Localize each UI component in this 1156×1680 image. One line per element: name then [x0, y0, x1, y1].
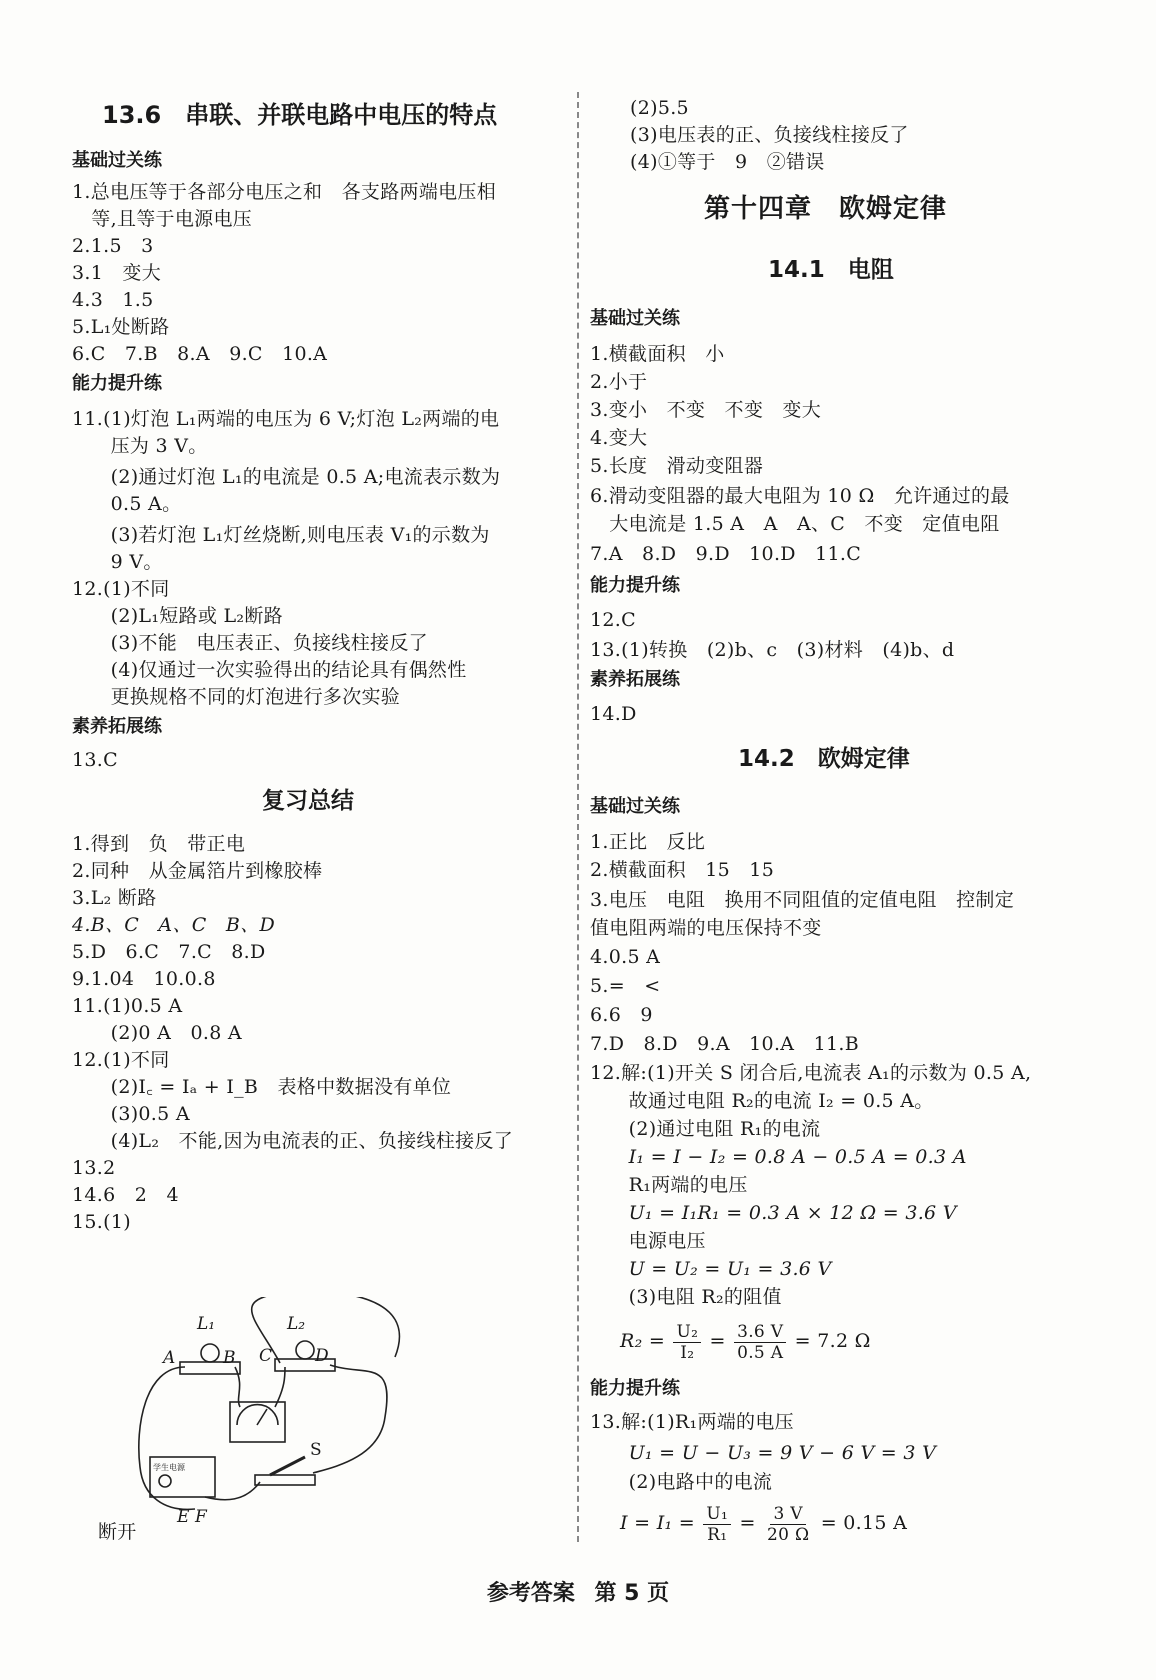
lamp1-bulb-icon	[201, 1344, 219, 1362]
answer-line: 13.(1)转换 (2)b、c (3)材料 (4)b、d	[590, 639, 955, 661]
terminal-c-label: C	[259, 1346, 273, 1366]
answer-line: 3.变小 不变 不变 变大	[590, 399, 822, 421]
wire	[313, 1365, 387, 1473]
answer-line: 15.(1)	[72, 1211, 131, 1233]
answer-line: 2.横截面积 15 15	[590, 859, 775, 881]
answer-line: (3)电压表的正、负接线柱接反了	[630, 124, 909, 146]
circuit-diagram	[135, 1297, 465, 1527]
answer-line: U₁ = I₁R₁ = 0.3 A × 12 Ω = 3.6 V	[590, 1202, 957, 1224]
answer-line: I₁ = I − I₂ = 0.8 A − 0.5 A = 0.3 A	[590, 1146, 967, 1168]
fraction-denominator: I₂	[680, 1342, 695, 1363]
answer-line: 等,且等于电源电压	[72, 208, 253, 230]
literacy-practice-label: 素养拓展练	[590, 669, 680, 690]
eq-equals: =	[739, 1512, 756, 1534]
chapter-title: 第十四章 欧姆定律	[704, 194, 948, 224]
answer-line: 12.C	[590, 609, 636, 631]
answer-line: (3)电阻 R₂的阻值	[590, 1286, 782, 1308]
answer-line: (4)仅通过一次实验得出的结论具有偶然性	[72, 659, 467, 681]
answer-line: 压为 3 V。	[72, 435, 208, 457]
answer-line: (2)通过电阻 R₁的电流	[590, 1118, 821, 1140]
basic-practice-label: 基础过关练	[72, 150, 162, 171]
terminal-e-label: E	[177, 1507, 190, 1527]
answer-line: 14.6 2 4	[72, 1184, 179, 1206]
basic-practice-label: 基础过关练	[590, 796, 680, 817]
answer-line: 3.L₂ 断路	[72, 887, 157, 909]
fraction-denominator: R₁	[707, 1524, 728, 1545]
fraction-denominator: 20 Ω	[767, 1524, 810, 1545]
answer-line: (2)5.5	[630, 97, 689, 119]
ability-practice-label: 能力提升练	[72, 373, 162, 394]
ability-practice-label: 能力提升练	[590, 1378, 680, 1399]
eq-lhs: I = I₁ =	[620, 1512, 695, 1534]
fraction-numerator: U₁	[703, 1504, 731, 1525]
answer-line: 3.电压 电阻 换用不同阻值的定值电阻 控制定	[590, 889, 1015, 911]
answer-line: 7.A 8.D 9.D 10.D 11.C	[590, 543, 862, 565]
answer-line: 7.D 8.D 9.A 10.A 11.B	[590, 1033, 859, 1055]
fraction-denominator: 0.5 A	[737, 1342, 784, 1363]
fraction	[764, 1504, 812, 1545]
answer-line: 电源电压	[590, 1230, 706, 1252]
answer-line: 9.1.04 10.0.8	[72, 968, 216, 990]
answer-line: 值电阻两端的电压保持不变	[590, 917, 822, 939]
eq-rhs: = 0.15 A	[820, 1512, 908, 1534]
answer-line: 1.总电压等于各部分电压之和 各支路两端电压相	[72, 181, 497, 203]
answer-line: 12.解:(1)开关 S 闭合后,电流表 A₁的示数为 0.5 A,	[590, 1062, 1032, 1084]
answer-line: (2)I꜀ = Iₐ + I_B 表格中数据没有单位	[72, 1076, 452, 1098]
answer-line: 6.滑动变阻器的最大电阻为 10 Ω 允许通过的最	[590, 485, 1010, 507]
answer-line: 2.小于	[590, 371, 648, 393]
answer-line: 14.D	[590, 703, 637, 725]
fraction-numerator: U₂	[673, 1322, 701, 1343]
fraction	[673, 1322, 701, 1363]
answer-line: 13.C	[72, 749, 118, 771]
page-number: 第 5 页	[594, 1581, 670, 1606]
section-title-14-2: 14.2 欧姆定律	[738, 746, 910, 772]
terminal-b-label: B	[223, 1348, 236, 1368]
ammeter-scale-icon	[237, 1405, 278, 1425]
answer-line: 13.解:(1)R₁两端的电压	[590, 1411, 794, 1433]
answer-line: (2)通过灯泡 L₁的电流是 0.5 A;电流表示数为	[72, 466, 501, 488]
answer-line: (2)0 A 0.8 A	[72, 1022, 242, 1044]
review-title: 复习总结	[262, 788, 354, 814]
eq-equals: =	[709, 1330, 726, 1352]
fraction	[734, 1322, 786, 1363]
eq-lhs: R₂ =	[620, 1330, 666, 1352]
answer-line: 6.C 7.B 8.A 9.C 10.A	[72, 343, 328, 365]
fraction-numerator: 3 V	[770, 1504, 805, 1525]
answer-line: R₁两端的电压	[590, 1174, 748, 1196]
lamp2-bulb-icon	[296, 1341, 314, 1359]
answer-line: 4.B、C A、C B、D	[72, 914, 275, 936]
answer-line: 12.(1)不同	[72, 578, 170, 600]
answer-line: 6.6 9	[590, 1004, 653, 1026]
fraction-numerator: 3.6 V	[734, 1322, 786, 1343]
answer-line: 2.同种 从金属箔片到橡胶棒	[72, 860, 323, 882]
answer-line: U = U₂ = U₁ = 3.6 V	[590, 1258, 832, 1280]
answer-line: (2)电路中的电流	[590, 1471, 773, 1493]
section-title-14-1: 14.1 电阻	[768, 257, 894, 283]
section-title-13-6: 13.6 串联、并联电路中电压的特点	[102, 101, 498, 129]
eq-rhs: = 7.2 Ω	[794, 1330, 871, 1352]
ability-practice-label: 能力提升练	[590, 575, 680, 596]
answer-line: 4.变大	[590, 427, 648, 449]
answer-line: 5.D 6.C 7.C 8.D	[72, 941, 266, 963]
answer-line: 3.1 变大	[72, 262, 162, 284]
answer-line: 1.横截面积 小	[590, 343, 725, 365]
fraction	[703, 1504, 731, 1545]
answer-line: 更换规格不同的灯泡进行多次实验	[72, 686, 401, 708]
literacy-practice-label: 素养拓展练	[72, 716, 162, 737]
answer-line: 0.5 A。	[72, 493, 182, 515]
answer-line: (3)不能 电压表正、负接线柱接反了	[72, 632, 428, 654]
answer-line: 11.(1)灯泡 L₁两端的电压为 6 V;灯泡 L₂两端的电	[72, 408, 500, 430]
equation-r2	[620, 1318, 871, 1364]
answer-line: U₁ = U − U₃ = 9 V − 6 V = 3 V	[590, 1442, 937, 1464]
lamp1-label: L₁	[197, 1314, 216, 1334]
switch-base	[255, 1475, 315, 1485]
terminal-d-label: D	[315, 1346, 329, 1366]
answer-line: 12.(1)不同	[72, 1049, 170, 1071]
footer-label: 参考答案	[486, 1581, 575, 1606]
answer-line: 5.长度 滑动变阻器	[590, 455, 764, 477]
answer-line: 5.L₁处断路	[72, 316, 170, 338]
power-knob-icon	[159, 1475, 171, 1487]
answer-line: 故通过电阻 R₂的电流 I₂ = 0.5 A。	[590, 1090, 934, 1112]
basic-practice-label: 基础过关练	[590, 308, 680, 329]
switch-lever	[270, 1457, 305, 1475]
ammeter-body	[230, 1402, 285, 1442]
answer-line: (4)L₂ 不能,因为电流表的正、负接线柱接反了	[72, 1130, 513, 1152]
answer-line: 4.0.5 A	[590, 946, 661, 968]
wire	[139, 1367, 195, 1509]
answer-line: 断开	[98, 1521, 137, 1543]
answer-line: (4)①等于 9 ②错误	[630, 151, 825, 173]
wire	[275, 1367, 285, 1407]
terminal-a-label: A	[163, 1348, 176, 1368]
answer-line: 大电流是 1.5 A A A、C 不变 定值电阻	[590, 513, 1000, 535]
answer-line: 1.得到 负 带正电	[72, 833, 246, 855]
answer-line: (3)若灯泡 L₁灯丝烧断,则电压表 V₁的示数为	[72, 524, 490, 546]
answer-line: 5.= <	[590, 975, 661, 997]
answer-line: (3)0.5 A	[72, 1103, 190, 1125]
answer-line: 4.3 1.5	[72, 289, 154, 311]
answer-line: 9 V。	[72, 551, 163, 573]
answer-line: 11.(1)0.5 A	[72, 995, 183, 1017]
page-footer	[0, 1576, 1156, 1607]
equation-current	[620, 1500, 907, 1546]
switch-label: S	[310, 1440, 322, 1460]
power-supply-label: 学生电源	[153, 1463, 185, 1472]
answer-line: (2)L₁短路或 L₂断路	[72, 605, 283, 627]
terminal-f-label: F	[195, 1507, 207, 1527]
column-divider	[577, 92, 579, 1542]
answer-line: 2.1.5 3	[72, 235, 154, 257]
lamp2-label: L₂	[287, 1314, 306, 1334]
ammeter-needle	[257, 1409, 267, 1425]
answer-line: 1.正比 反比	[590, 831, 706, 853]
answer-line: 13.2	[72, 1157, 116, 1179]
